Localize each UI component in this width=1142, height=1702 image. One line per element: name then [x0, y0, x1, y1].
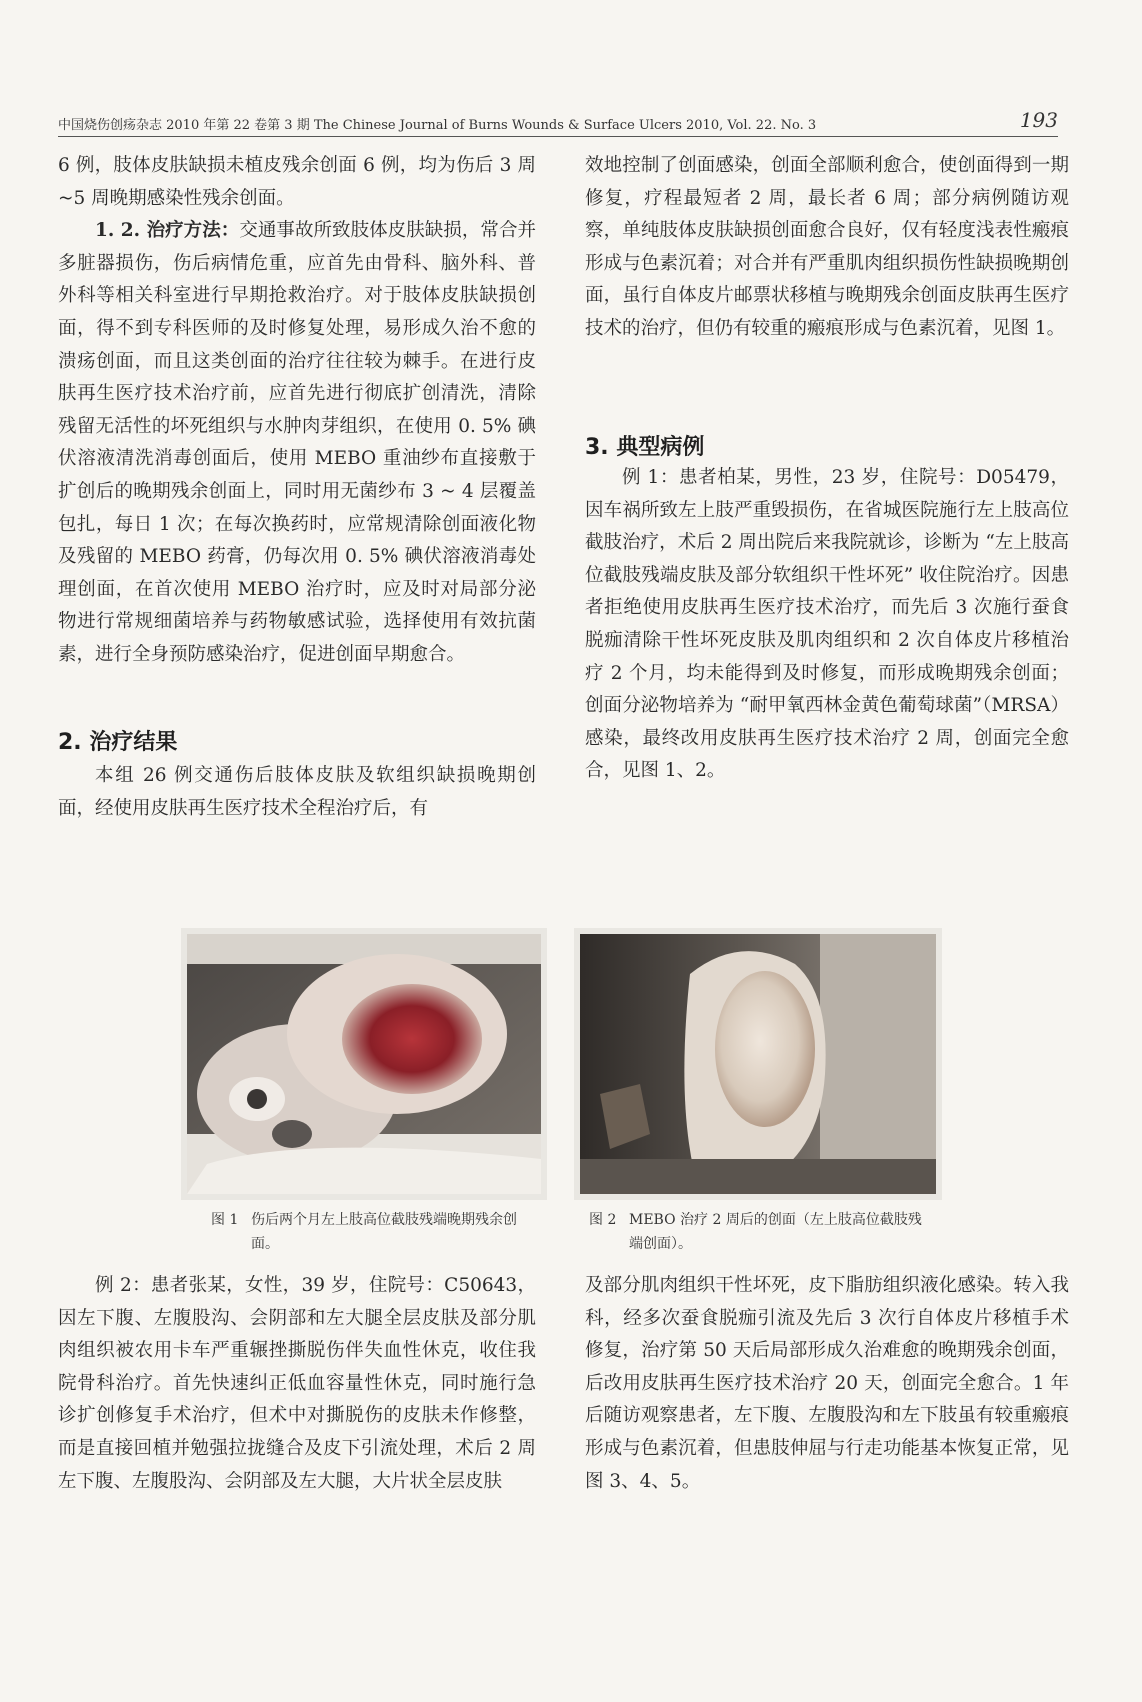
- paragraph-case-2-continued: 及部分肌肉组织干性坏死，皮下脂肪组织液化感染。转入我科，经多次蚕食脱痂引流及先后 3 次行自体皮片移植手术修复，治疗第 50 天后局部形成久治难愈的晚期残余创面，后改用皮肤再生医疗技术治疗 20 天，创面完全愈合。1 年后随访观察患者，左下腹、左腹股沟和左下肢虽有较重瘢痕形成与色素沉着，但患肢伸屈与行走功能基本恢复正常，见图 3、4、5。: [585, 1275, 1069, 1492]
- paragraph-case-1: 例 1：患者柏某，男性，23 岁，住院号：D05479，因车祸所致左上肢严重毁损伤，在省城医院施行左上肢高位截肢治疗，术后 2 周出院后来我院就诊，诊断为 “左上肢高位截肢残端皮肤及部分软组织干性坏死” 收住院治疗。因患者拒绝使用皮肤再生医疗技术治疗，而先后 3 次施行蚕食脱痂清除干性坏死皮肤及肌肉组织和 2 次自体皮片移植治疗 2 个月，均未能得到及时修复，而形成晚期残余创面；创面分泌物培养为 “耐甲氧西林金黄色葡萄球菌”（MRSA）感染，最终改用皮肤再生医疗技术治疗 2 周，创面完全愈合，见图 1、2。: [585, 467, 1069, 782]
- figure-1-label: 图 1: [211, 1212, 239, 1228]
- treatment-method-text: 交通事故所致肢体皮肤缺损，常合并多脏器损伤，伤后病情危重，应首先由骨科、脑外科、普外科等相关科室进行早期抢救治疗。对于肢体皮肤缺损创面，得不到专科医师的及时修复处理，易形成久治不愈的溃疡创面，而且这类创面的治疗往往较为棘手。在进行皮肤再生医疗技术治疗前，应首先进行彻底扩创清洗，清除残留无活性的坏死组织与水肿肉芽组织，在使用 0. 5% 碘伏溶液清洗消毒创面后，使用 MEBO 重油纱布直接敷于扩创后的晚期残余创面上，同时用无菌纱布 3 ~ 4 层覆盖包扎，每日 1 次；在每次换药时，应常规清除创面液化物及残留的 MEBO 药膏，仍每次用 0. 5% 碘伏溶液消毒处理创面，在首次使用 MEBO 治疗时，应及时对局部分泌物进行常规细菌培养与药物敏感试验，选择使用有效抗菌素，进行全身预防感染治疗，促进创面早期愈合。: [58, 220, 536, 665]
- wound-photo-1-illustration: [187, 934, 541, 1194]
- right-column-case1: [585, 462, 1069, 788]
- left-column-results: [58, 760, 536, 825]
- figure-1-caption-text: 伤后两个月左上肢高位截肢残端晚期残余创面。: [251, 1212, 517, 1252]
- figure-2-caption: [589, 1208, 949, 1256]
- left-column-top: [58, 150, 536, 672]
- paragraph-case-2: 例 2：患者张某，女性，39 岁，住院号：C50643，因左下腹、左腹股沟、会阴部和左大腿全层皮肤及部分肌肉组织被农用卡车严重辗挫撕脱伤伴失血性休克，收住我院骨科治疗。首先快速纠正低血容量性休克，同时施行急诊扩创修复手术治疗，但术中对撕脱伤的皮肤未作修整，而是直接回植并勉强拉拢缝合及皮下引流处理，术后 2 周左下腹、左腹股沟、会阴部及左大腿，大片状全层皮肤: [58, 1275, 536, 1492]
- right-column-top: [585, 150, 1069, 346]
- figure-1-caption: [211, 1208, 551, 1256]
- paragraph-results-continued: 效地控制了创面感染，创面全部顺利愈合，使创面得到一期修复，疗程最短者 2 周，最长者 6 周；部分病例随访观察，单纯肢体皮肤缺损创面愈合良好，仅有轻度浅表性瘢痕形成与色素沉着；对合并有严重肌肉组织损伤性缺损晚期创面，虽行自体皮片邮票状移植与晚期残余创面皮肤再生医疗技术的治疗，但仍有较重的瘢痕形成与色素沉着，见图 1。: [585, 155, 1069, 339]
- paragraph-case-summary: 6 例，肢体皮肤缺损未植皮残余创面 6 例，均为伤后 3 周 ~5 周晚期感染性残余创面。: [58, 155, 536, 209]
- paragraph-treatment-method: [58, 215, 536, 671]
- figure-2-caption-text: MEBO 治疗 2 周后的创面（左上肢高位截肢残端创面）。: [629, 1212, 922, 1252]
- figure-2-label: 图 2: [589, 1212, 617, 1228]
- figure-2-photo: [574, 928, 942, 1200]
- figure-1-photo: [181, 928, 547, 1200]
- section-title-cases: 3. 典型病例: [585, 435, 705, 460]
- left-column-case2: [58, 1270, 536, 1498]
- right-column-case2: [585, 1270, 1069, 1498]
- page-number: 193: [1019, 108, 1058, 132]
- section-title-results: 2. 治疗结果: [58, 730, 178, 755]
- wound-photo-2-illustration: [580, 934, 936, 1194]
- paragraph-results: 本组 26 例交通伤后肢体皮肤及软组织缺损晚期创面，经使用皮肤再生医疗技术全程治疗后，有: [58, 765, 536, 819]
- running-head-text: 中国烧伤创疡杂志 2010 年第 22 卷第 3 期 The Chinese Journal of Burns Wounds & Surface Ulcers 2010, Vol. 22. No. 3: [58, 118, 817, 133]
- subsection-label: 1. 2. 治疗方法：: [95, 220, 240, 242]
- running-header: [58, 108, 1058, 137]
